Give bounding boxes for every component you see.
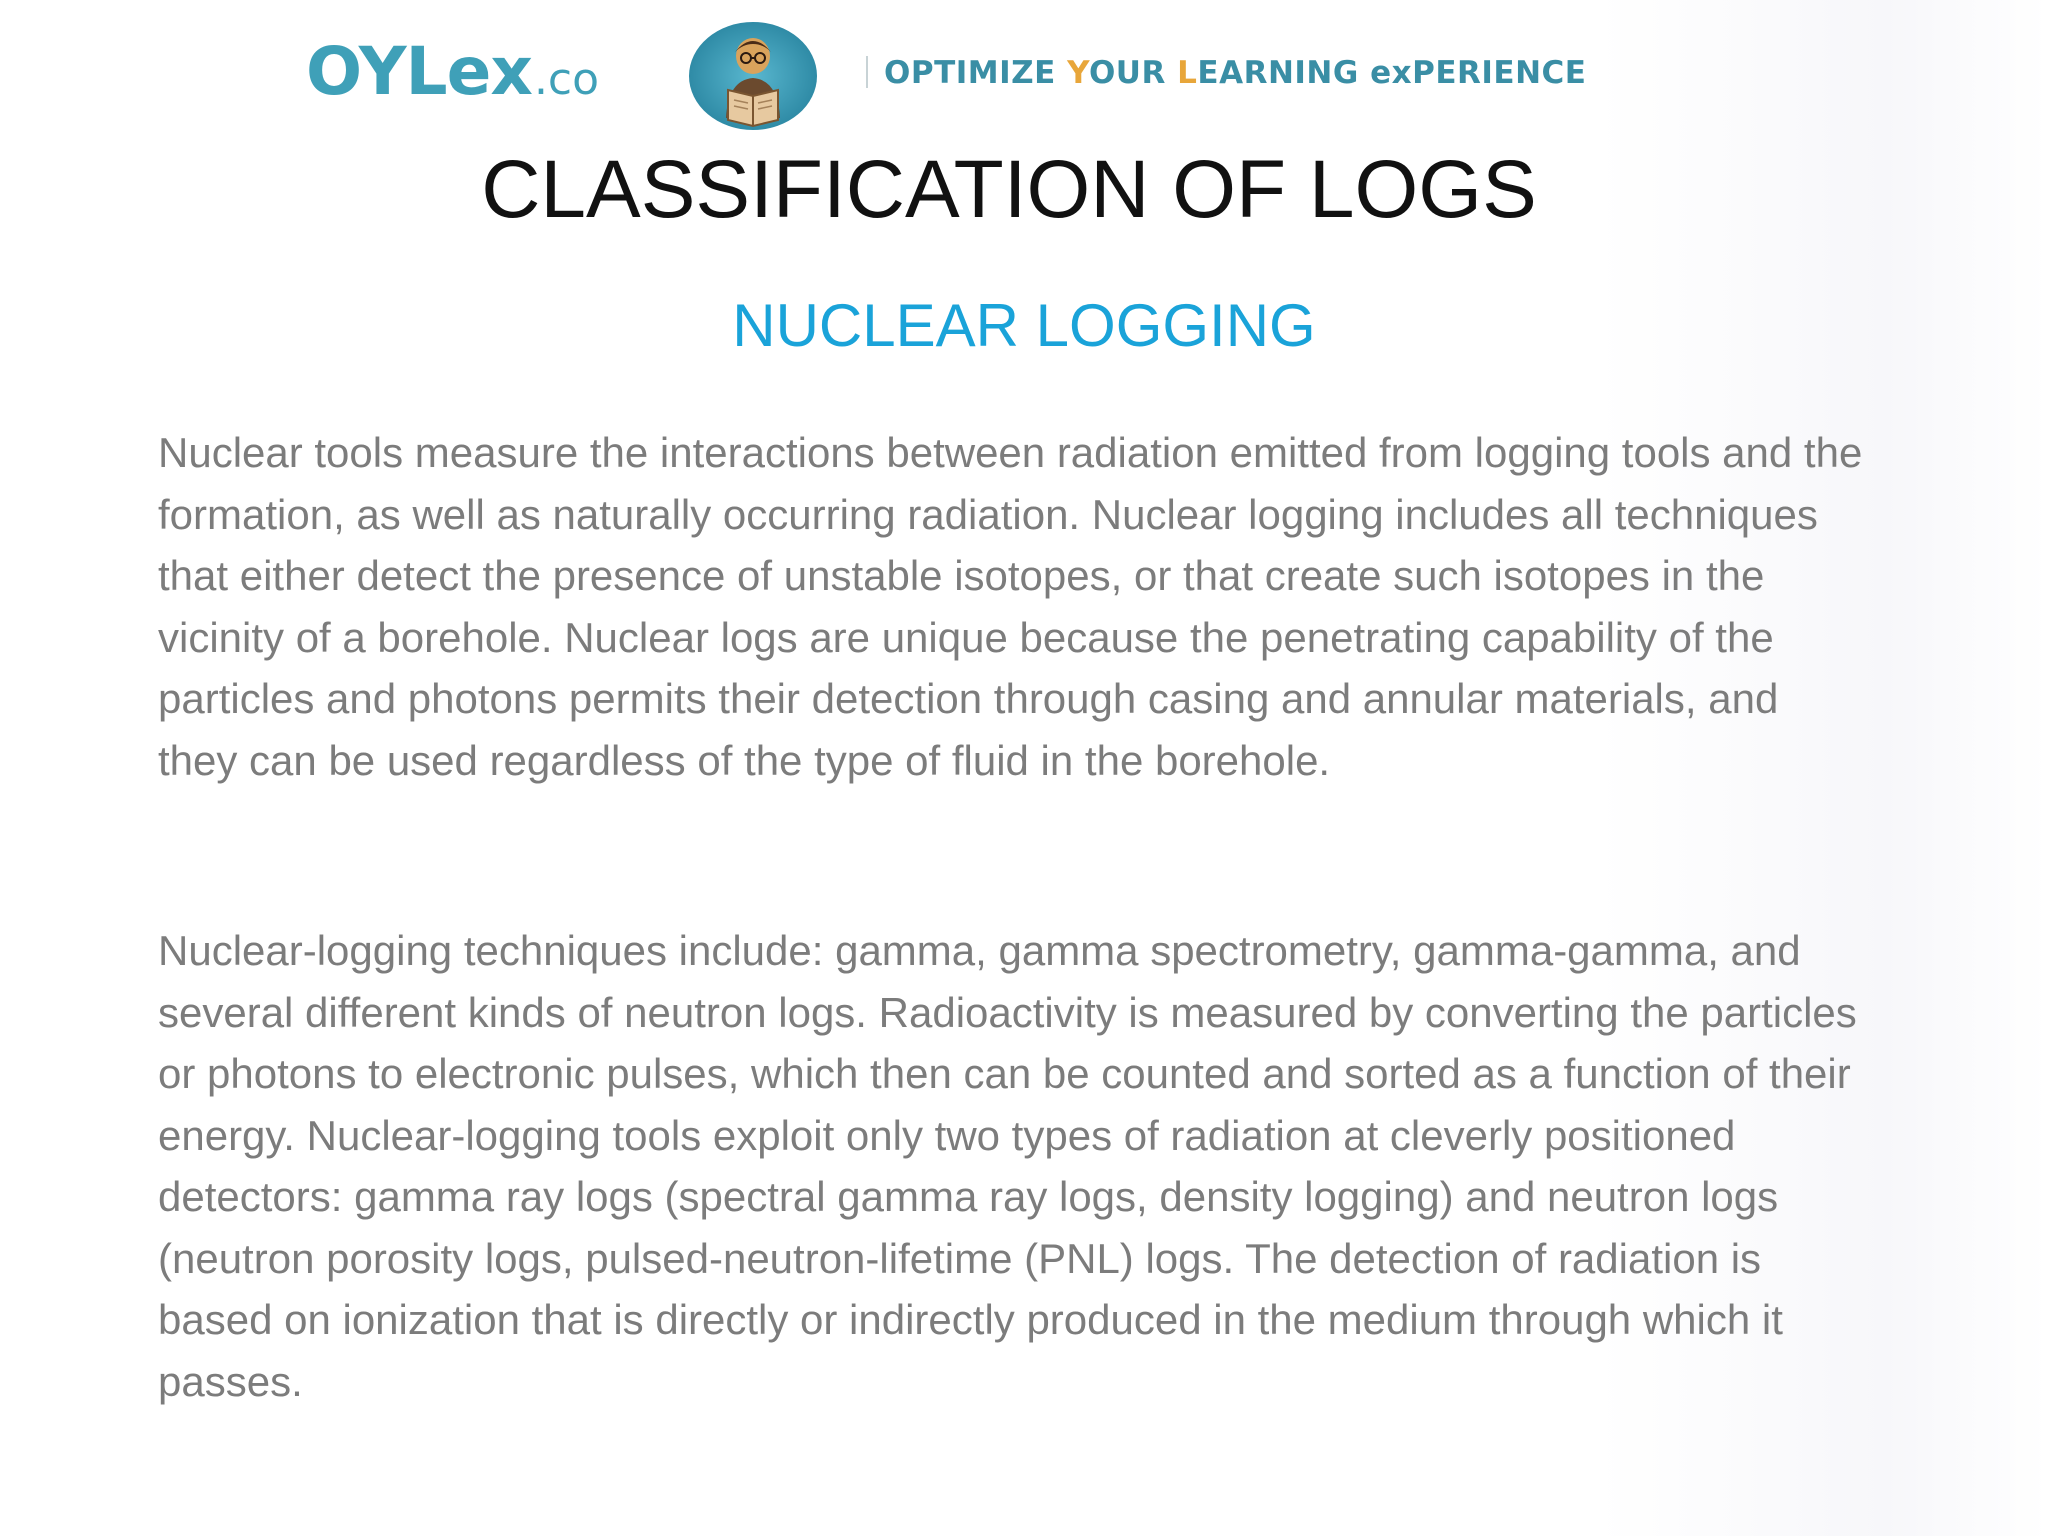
body-paragraph-1: Nuclear tools measure the interactions between radiation emitted from logging tools and the formation, as well as naturally occurring radiation. Nuclear logging includes all techniques that either detect the presence of unstable isotopes, or that create such isotopes in the vicinity of a borehole. Nuclear logs are unique because the penetrating capability of the particles and photons permits their detection through casing and annular materials, and they can be used regardless of the type of fluid in the borehole. <box>158 429 1863 784</box>
slide-title: CLASSIFICATION OF LOGS <box>481 144 1537 235</box>
tagline-part: OUR <box>1088 55 1178 91</box>
tagline-divider <box>866 56 868 88</box>
tagline-highlight: L <box>1177 55 1198 91</box>
body-paragraph-2: Nuclear-logging techniques include: gamma, gamma spectrometry, gamma-gamma, and several different kinds of neutron logs. Radioactivity is measured by converting the particles or photons to electronic pulses, which then can be counted and sorted as a function of their energy. Nuclear-logging tools exploit only two types of radiation at cleverly positioned detectors: gamma ray logs (spectral gamma ray logs, density logging) and neutron logs (neutron porosity logs, pulsed-neutron-lifetime (PNL) logs. The detection of radiation is based on ionization that is directly or indirectly produced in the medium through which it passes. <box>158 927 1857 1405</box>
logo <box>306 32 599 112</box>
tagline-part: EARNING exPERIENCE <box>1197 55 1587 91</box>
tagline-highlight: Y <box>1067 55 1089 91</box>
header-banner <box>300 18 1680 128</box>
tagline <box>884 52 1586 94</box>
slide-subtitle: NUCLEAR LOGGING <box>732 292 1316 359</box>
logo-brand: OYLex <box>306 33 532 110</box>
logo-tld: .co <box>533 54 600 105</box>
reading-owl-icon <box>688 20 818 130</box>
tagline-part: OPTIMIZE <box>884 55 1068 91</box>
